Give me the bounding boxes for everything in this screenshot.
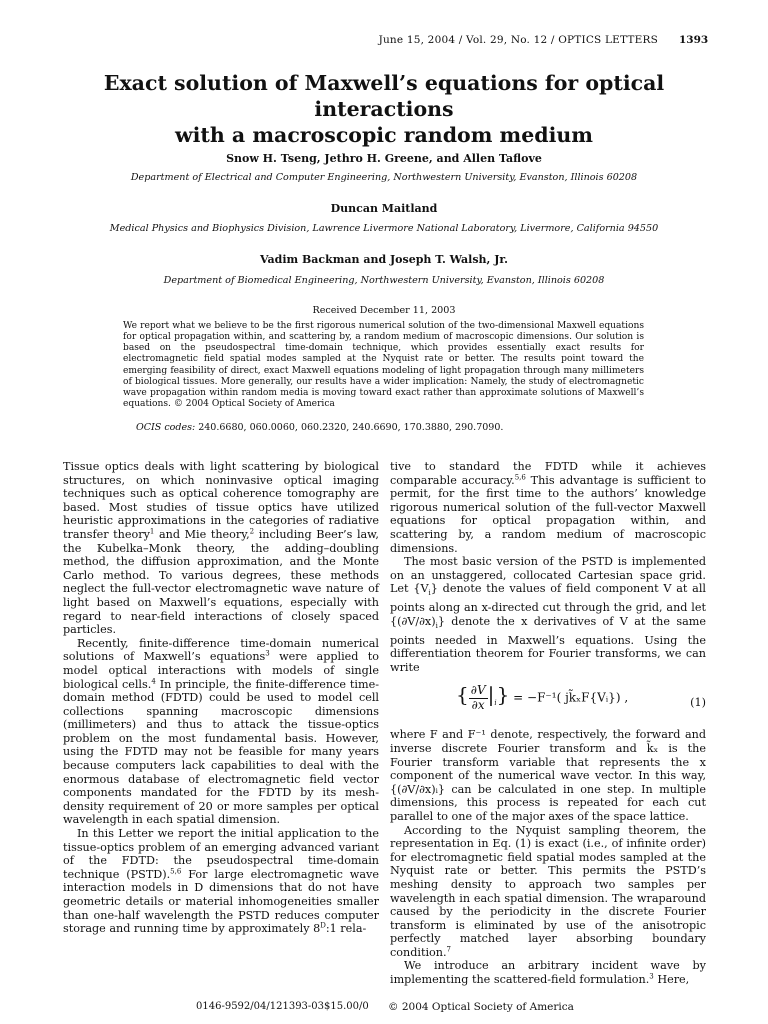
paragraph: In this Letter we report the initial application to the tissue-optics problem of an emerging advanced variant of the FDTD: the pseudospectral time-domain technique (PSTD).$^{5,6}$ For large electromagnetic wave interaction models in D dimensions that do not have geometric details or material inhomogeneities smaller than one-half wavelength the PSTD reduces computer storage and running time by approximately $8^D:1$ rela- [63, 827, 379, 936]
author-names-2: Duncan Maitland [330, 202, 438, 215]
abstract-text: We report what we believe to be the first rigorous numerical solution of the two-dimensional Maxwell equations for optical propagation within, and scattering by, a random medium of macroscopic dimensions. Our solution is based on the pseudospectral time-domain technique, which provides essentially exact results for electromagnetic field spatial modes sampled at the Nyquist rate or better. The results point toward the emerging feasibility of direct, exact Maxwell equations modeling of light propagation through many millimeters of biological tissues. More generally, our results have a wider implication: Namely, the study of electromagnetic wave propagation within random media is moving toward exact rather than approximate solutions of Maxwell’s equations. © 2004 Optical Society of America [123, 321, 644, 410]
equation-1 [390, 674, 706, 728]
received-date: Received December 11, 2003 [312, 305, 456, 316]
paper-title [40, 70, 728, 148]
eq-denominator: ∂x [471, 697, 485, 712]
author-names-1: Snow H. Tseng, Jethro H. Greene, and Allen Taflove [226, 152, 542, 165]
equation-expression: { $\frac{\partial V}{\partial x}$ $|_i\} = -F^{-1}$( jk̃ₓF{Vᵢ}) , [456, 682, 629, 712]
running-header: June 15, 2004 / Vol. 29, No. 12 / OPTICS LETTERS [378, 34, 658, 46]
eq-numerator: ∂V [470, 683, 486, 698]
paragraph: According to the Nyquist sampling theorem, the representation in Eq. (1) is exact (i.e., of infinite order) for electromagnetic field spatial modes sampled at the Nyquist rate or better. This permits the PSTD’s meshing density to approach two samples per wavelength in each spatial dimension. The wraparound caused by the periodicity in the discrete Fourier transform is eliminated by use of the anisotropic perfectly matched layer absorbing boundary condition.$^7$ [390, 823, 706, 959]
author-names-3: Vadim Backman and Joseph T. Walsh, Jr. [259, 253, 509, 266]
affiliation-2: Medical Physics and Biophysics Division, Lawrence Livermore National Laboratory, Livermore, California 94550 [109, 223, 659, 234]
affiliation-3: Department of Biomedical Engineering, Northwestern University, Evanston, Illinois 60208 [163, 275, 605, 286]
ocis-label: OCIS codes: [136, 422, 196, 433]
ocis-values: 240.6680, 060.0060, 060.2320, 240.6690, 170.3880, 290.7090. [198, 422, 504, 433]
eq-rhs: = −F⁻¹( jk̃ₓF{Vᵢ}) , [513, 690, 629, 705]
title-line-1: Exact solution of Maxwell’s equations for optical interactions [103, 71, 665, 121]
affiliation-1: Department of Electrical and Computer Engineering, Northwestern University, Evanston, Illinois 60208 [130, 172, 638, 183]
paragraph: The most basic version of the PSTD is implemented on an unstaggered, collocated Cartesian space grid. Let $\{V_i\}$ denote the values of field component V at all points along an x-directed cut through the grid, and let $\{(\partial V/\partial x)_i\}$ denote the x derivatives of V at the same points needed in Maxwell’s equations. Using the differentiation theorem for Fourier transforms, we can write [390, 555, 706, 674]
page-number: 1393 [679, 34, 709, 46]
footer-copyright: © 2004 Optical Society of America [388, 1001, 574, 1013]
paragraph: Recently, finite-difference time-domain numerical solutions of Maxwell’s equations$^3$ were applied to model optical interactions with models of single biological cells.$^4$ In principle, the finite-difference time-domain method (FDTD) could be used to model cell collections spanning macroscopic dimensions (millimeters) and thus to attack the tissue-optics problem on the most fundamental basis. However, using the FDTD may not be feasible for many years because computers lack capabilities to deal with the enormous database of electromagnetic field vector components mandated for the FDTD by its mesh-density requirement of 20 or more samples per optical wavelength in each spatial dimension. [63, 636, 379, 827]
footer-code: 0146-9592/04/121393-03$15.00/0 [196, 1001, 369, 1012]
right-column [390, 460, 706, 987]
left-column [63, 460, 379, 936]
ocis-codes [136, 422, 503, 433]
paragraph: where F and F⁻¹ denote, respectively, the forward and inverse discrete Fourier transform and k̃ₓ is the Fourier transform variable that represents the x component of the numerical wave vector. In this way, {(∂V/∂x)ᵢ} can be calculated in one step. In multiple dimensions, this process is repeated for each cut parallel to one of the major axes of the space lattice. [390, 728, 706, 823]
equation-number: (1) [690, 696, 706, 710]
paragraph: We introduce an arbitrary incident wave by implementing the scattered-field formulation.$^3$ Here, [390, 959, 706, 987]
paragraph: tive to standard the FDTD while it achieves comparable accuracy.$^{5,6}$ This advantage is sufficient to permit, for the first time to the authors’ knowledge rigorous numerical solution of the full-vector Maxwell equations for optical propagation within, and scattering by, a random medium of macroscopic dimensions. [390, 460, 706, 555]
title-line-2: with a macroscopic random medium [174, 123, 593, 147]
paragraph: Tissue optics deals with light scattering by biological structures, on which noninvasive optical imaging techniques such as optical coherence tomography are based. Most studies of tissue optics have utilized heuristic approximations in the categories of radiative transfer theory$^1$ and Mie theory,$^2$ including Beer’s law, the Kubelka–Monk theory, the adding–doubling method, the diffusion approximation, and the Monte Carlo method. To various degrees, these methods neglect the full-vector electromagnetic wave nature of light based on Maxwell’s equations, especially with regard to near-field interactions of closely spaced particles. [63, 460, 379, 637]
abstract [123, 321, 644, 410]
